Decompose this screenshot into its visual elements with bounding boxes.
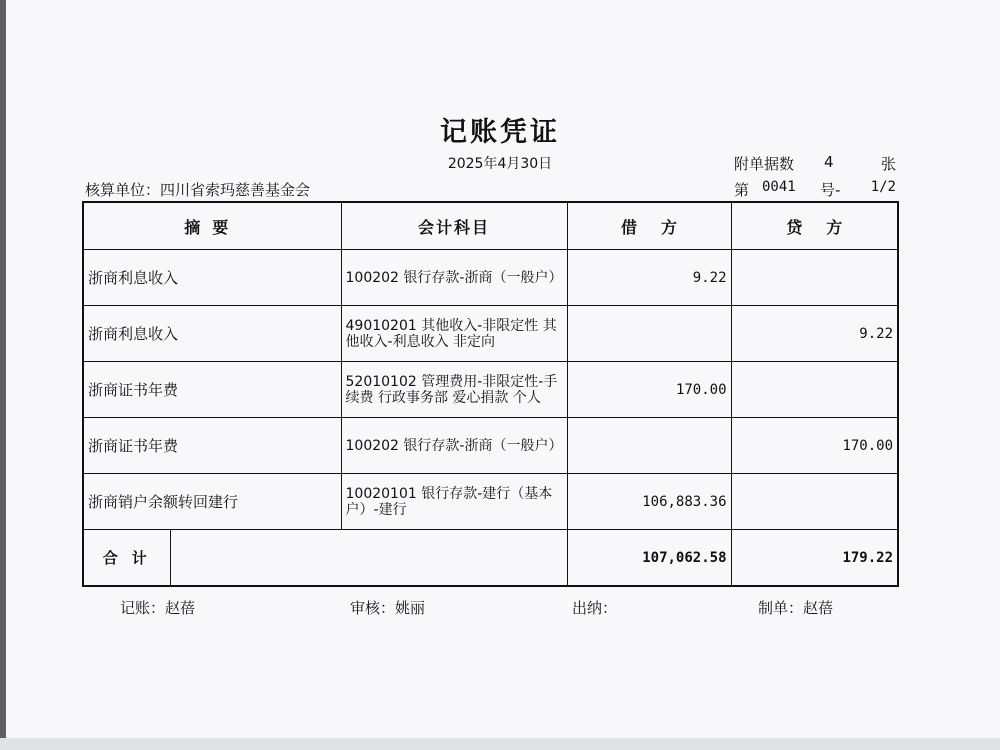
row-account: 52010102 管理费用-非限定性-手续费 行政事务部 爱心捐款 个人 — [341, 362, 567, 418]
table-row — [83, 306, 898, 362]
total-debit: 107,062.58 — [567, 530, 731, 587]
voucher-date: 2025年4月30日 — [447, 156, 553, 172]
preparer-signature: 制单：赵蓓 — [758, 599, 834, 617]
row-summary: 浙商利息收入 — [83, 306, 341, 362]
unit-name: 四川省索玛慈善基金会 — [160, 181, 311, 199]
row-debit: 170.00 — [567, 362, 731, 418]
total-credit: 179.22 — [731, 530, 898, 587]
unit-label: 核算单位： — [85, 181, 161, 199]
voucher-title: 记账凭证 — [440, 117, 560, 148]
total-row — [83, 530, 898, 587]
voucher-no-suffix: 号- — [820, 181, 841, 199]
attachments-label: 附单据数 — [734, 155, 795, 173]
bookkeeper-signature: 记账：赵蓓 — [120, 599, 196, 617]
header-credit: 贷方 — [731, 202, 898, 250]
total-label: 合计 — [83, 530, 170, 587]
row-credit — [731, 250, 898, 306]
header-summary: 摘要 — [83, 202, 341, 250]
row-account: 100202 银行存款-浙商（一般户） — [341, 250, 567, 306]
row-credit — [731, 362, 898, 418]
row-summary: 浙商证书年费 — [83, 418, 341, 474]
header-debit: 借方 — [567, 202, 731, 250]
voucher-page: 1/2 — [870, 179, 896, 195]
voucher-no-value: 0041 — [762, 179, 796, 195]
row-summary: 浙商利息收入 — [83, 250, 341, 306]
accounting-unit — [85, 179, 310, 200]
row-debit — [567, 306, 731, 362]
voucher-table — [82, 201, 899, 587]
row-summary: 浙商销户余额转回建行 — [83, 474, 341, 530]
table-row — [83, 250, 898, 306]
header-account: 会计科目 — [341, 202, 567, 250]
voucher-no-prefix: 第 — [734, 181, 750, 199]
table-row — [83, 474, 898, 530]
row-credit: 9.22 — [731, 306, 898, 362]
row-credit — [731, 474, 898, 530]
scan-edge-bottom — [0, 738, 1000, 750]
row-debit: 106,883.36 — [567, 474, 731, 530]
total-blank — [170, 530, 567, 587]
row-debit — [567, 418, 731, 474]
attachments-count: 4 — [824, 153, 834, 171]
table-row — [83, 418, 898, 474]
header-row — [83, 202, 898, 250]
row-account: 49010201 其他收入-非限定性 其他收入-利息收入 非定向 — [341, 306, 567, 362]
table-row — [83, 362, 898, 418]
attachments-unit: 张 — [880, 155, 896, 173]
row-debit: 9.22 — [567, 250, 731, 306]
row-account: 100202 银行存款-浙商（一般户） — [341, 418, 567, 474]
cashier-signature: 出纳： — [572, 599, 618, 617]
reviewer-signature: 审核：姚丽 — [350, 599, 426, 617]
row-credit: 170.00 — [731, 418, 898, 474]
row-account: 10020101 银行存款-建行（基本户）-建行 — [341, 474, 567, 530]
row-summary: 浙商证书年费 — [83, 362, 341, 418]
